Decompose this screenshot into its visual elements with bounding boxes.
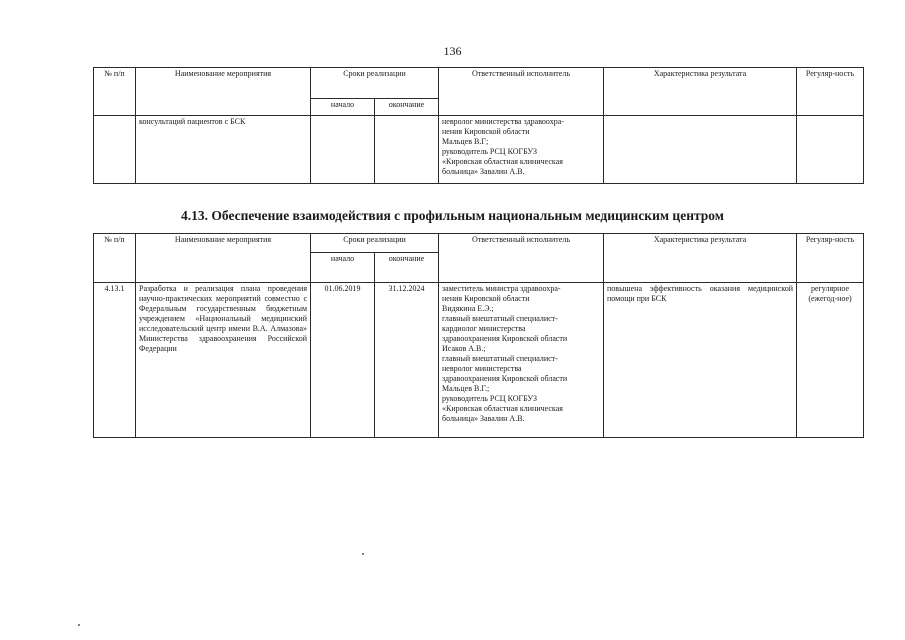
cell-name: консультаций пациентов с БСК — [136, 116, 311, 184]
scan-speck — [78, 624, 80, 626]
header-terms: Сроки реализации — [311, 68, 439, 99]
cell-end — [375, 116, 439, 184]
cell-regularity — [797, 116, 864, 184]
executor-line: главный внештатный специалист- — [442, 354, 558, 363]
cell-start: 01.06.2019 — [311, 283, 375, 438]
cell-end: 31.12.2024 — [375, 283, 439, 438]
executor-line: больница» Завалин А.В. — [442, 414, 525, 423]
executor-line: главный внештатный специалист- — [442, 314, 558, 323]
header-end: окончание — [375, 253, 439, 283]
header-regularity: Регуляр-ность — [797, 234, 864, 283]
header-result: Характеристика результата — [604, 68, 797, 116]
section-title: 4.13. Обеспечение взаимодействия с профильным национальным медицинским центром — [181, 208, 724, 223]
page-number: 136 — [443, 44, 462, 58]
executor-line: невролог министерства — [442, 364, 522, 373]
cell-start — [311, 116, 375, 184]
header-result: Характеристика результата — [604, 234, 797, 283]
executor-line: руководитель РСЦ КОГБУЗ — [442, 147, 537, 156]
executor-line: невролог министерства здравоохра- — [442, 117, 564, 126]
header-name: Наименование мероприятия — [136, 68, 311, 116]
header-name: Наименование мероприятия — [136, 234, 311, 283]
cell-result: повышена эффективность оказания медицинской помощи при БСК — [604, 283, 797, 438]
header-regularity: Регуляр-ность — [797, 68, 864, 116]
cell-result — [604, 116, 797, 184]
executor-line: нения Кировской области — [442, 294, 530, 303]
executor-line: больница» Завалин А.В. — [442, 167, 525, 176]
cell-no — [94, 116, 136, 184]
table-row — [94, 283, 864, 438]
bottom-table — [93, 233, 864, 438]
executor-line: Мальцев В.Г; — [442, 137, 489, 146]
cell-name: Разработка и реализация плана проведения научно-практических мероприятий совместно с Федеральным государственным бюджетным учреждением «Национальный медицинский исследовательский центр имени В.А. Алмазова» Министерства здравоохранения Российской Федерации — [136, 283, 311, 438]
executor-line: «Кировская областная клиническая — [442, 157, 563, 166]
executor-line: заместитель министра здравоохра- — [442, 284, 561, 293]
executor-line: руководитель РСЦ КОГБУЗ — [442, 394, 537, 403]
cell-executor — [439, 283, 604, 438]
scan-speck — [362, 553, 364, 555]
header-terms: Сроки реализации — [311, 234, 439, 253]
cell-no: 4.13.1 — [94, 283, 136, 438]
header-executor: Ответственный исполнитель — [439, 68, 604, 116]
header-start: начало — [311, 99, 375, 116]
header-executor: Ответственный исполнитель — [439, 234, 604, 283]
top-table — [93, 67, 864, 184]
executor-line: Исаков А.В.; — [442, 344, 486, 353]
executor-line: Видякина Е.Э.; — [442, 304, 494, 313]
table-row — [94, 116, 864, 184]
executor-line: здравоохранения Кировской области — [442, 334, 568, 343]
executor-line: «Кировская областная клиническая — [442, 404, 563, 413]
header-start: начало — [311, 253, 375, 283]
header-no: № п/п — [94, 234, 136, 283]
header-end: окончание — [375, 99, 439, 116]
header-no: № п/п — [94, 68, 136, 116]
cell-executor — [439, 116, 604, 184]
cell-regularity: регулярное (ежегод-ное) — [797, 283, 864, 438]
executor-line: Мальцев В.Г.; — [442, 384, 490, 393]
executor-line: здравоохранения Кировской области — [442, 374, 568, 383]
executor-line: кардиолог министерства — [442, 324, 526, 333]
executor-line: нения Кировской области — [442, 127, 530, 136]
